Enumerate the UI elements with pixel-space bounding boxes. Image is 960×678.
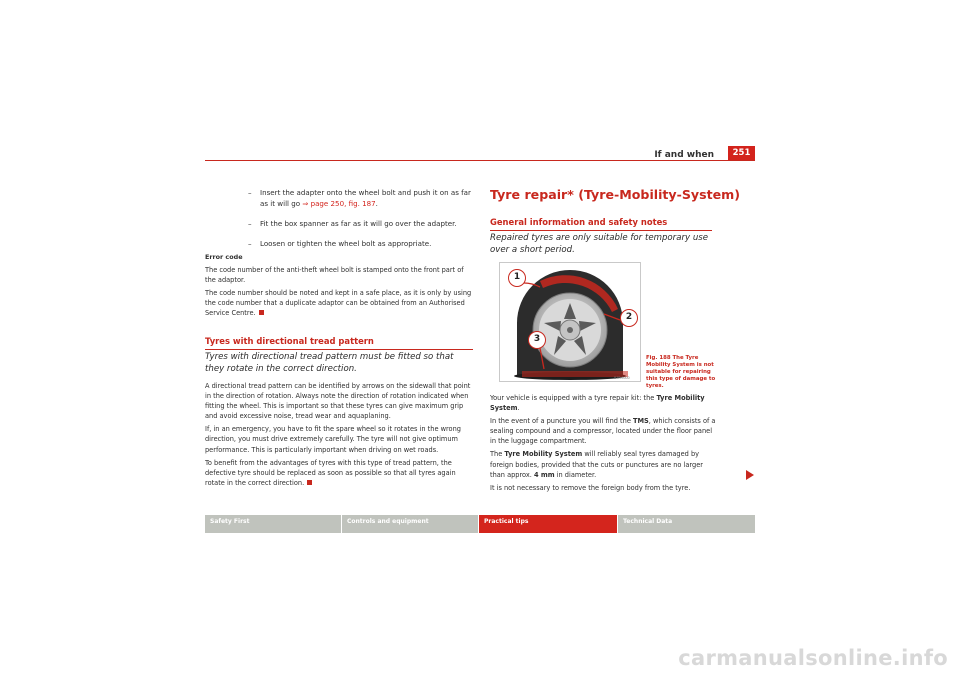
general-section-title: General information and safety notes xyxy=(490,216,712,231)
step-item xyxy=(248,187,474,209)
section-rule xyxy=(490,230,712,231)
directional-section-title: Tyres with directional tread pattern xyxy=(205,335,473,350)
tab-practical-tips[interactable]: Practical tips xyxy=(479,515,617,533)
section-end-mark xyxy=(259,310,264,315)
error-code-paragraph: The code number should be noted and kept in a safe place, as it is only by using the code number that a duplicate adaptor can be obtained from an Authorised Service Centre. xyxy=(205,289,472,318)
step-dash: – xyxy=(248,239,252,248)
step-item xyxy=(248,218,474,229)
error-code-block xyxy=(205,253,473,321)
header-rule xyxy=(205,160,755,161)
directional-body xyxy=(205,381,473,491)
directional-paragraph: To benefit from the advantages of tyres with this type of tread pattern, the defective tyre should be replaced as soon as possible so that all tyres again rotate in the correct direction. xyxy=(205,458,456,487)
directional-paragraph: If, in an emergency, you have to fit the spare wheel so it rotates in the wrong direction, you must drive extremely carefully. The tyre will not give optimum performance. This is particularly important when driving on wet roads. xyxy=(205,425,461,454)
error-code-heading: Error code xyxy=(205,253,243,261)
tab-technical-data[interactable]: Technical Data xyxy=(618,515,755,533)
callout-2: 2 xyxy=(620,309,638,327)
step-text: Fit the box spanner as far as it will go over the adapter. xyxy=(260,219,457,228)
step-suffix: . xyxy=(375,199,378,208)
watermark-text: carmanualsonline.info xyxy=(678,646,948,670)
section-end-mark xyxy=(307,480,312,485)
body-paragraph: Your vehicle is equipped with a tyre repair kit: the Tyre Mobility System. xyxy=(490,394,705,413)
step-dash: – xyxy=(248,188,252,197)
right-body xyxy=(490,393,718,496)
tab-safety-first[interactable]: Safety First xyxy=(205,515,341,533)
page-reference-link[interactable]: ⇒ page 250, fig. 187 xyxy=(302,199,376,208)
step-text: Insert the adapter onto the wheel bolt and push it on as far as it will go xyxy=(260,188,471,208)
body-paragraph: In the event of a puncture you will find the TMS, which consists of a sealing compound and a compressor, located under the floor panel in the luggage compartment. xyxy=(490,417,716,446)
page-number: 251 xyxy=(728,146,755,160)
page-header-title: If and when xyxy=(654,150,714,160)
body-paragraph: The Tyre Mobility System will reliably seal tyres damaged by foreign bodies, provided that the cuts or punctures are no larger than approx. 4 mm in diameter. xyxy=(490,450,703,479)
main-title: Tyre repair* (Tyre-Mobility-System) xyxy=(490,187,741,202)
directional-paragraph: A directional tread pattern can be identified by arrows on the sidewall that point in the direction of rotation. Always note the direction of rotation indicated when fitting the wheel. This is important so that these tyres can give maximum grip and avoid excessive noise, tread wear and aquaplaning. xyxy=(205,382,471,421)
tyre-figure xyxy=(499,262,641,382)
callout-3: 3 xyxy=(528,331,546,349)
left-column xyxy=(248,187,474,258)
directional-lead: Tyres with directional tread pattern must be fitted so that they rotate in the correct direction. xyxy=(205,352,454,374)
continue-arrow-icon[interactable] xyxy=(746,470,754,480)
section-rule xyxy=(205,349,473,350)
step-text: Loosen or tighten the wheel bolt as appropriate. xyxy=(260,239,432,248)
step-dash: – xyxy=(248,219,252,228)
figure-code: B3B-0000 xyxy=(614,376,630,380)
body-paragraph: It is not necessary to remove the foreign body from the tyre. xyxy=(490,483,691,492)
general-lead: Repaired tyres are only suitable for temporary use over a short period. xyxy=(490,233,709,255)
tab-controls-and-equipment[interactable]: Controls and equipment xyxy=(342,515,478,533)
callout-1: 1 xyxy=(508,269,526,287)
step-item xyxy=(248,238,474,249)
figure-caption: Fig. 188 The Tyre Mobility System is not suitable for repairing this type of damage to tyres. xyxy=(646,355,716,389)
error-code-paragraph: The code number of the anti-theft wheel bolt is stamped onto the front part of the adaptor. xyxy=(205,266,464,285)
